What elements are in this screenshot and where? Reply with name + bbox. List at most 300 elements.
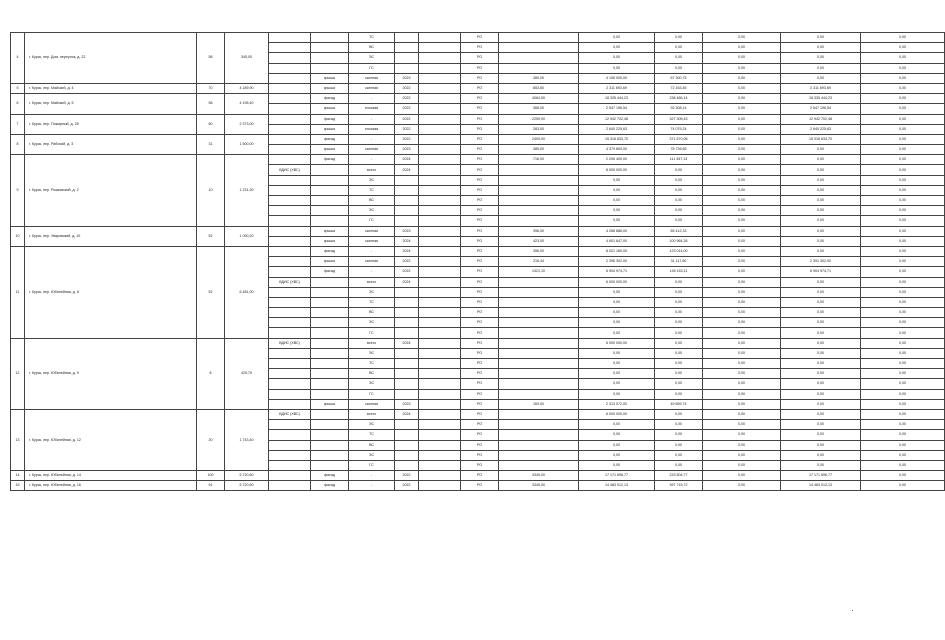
table-row	[11, 409, 945, 419]
table-cell	[499, 440, 579, 450]
table-cell: 0,00	[861, 297, 945, 307]
table-cell: ГС	[349, 389, 395, 399]
table-cell	[419, 338, 461, 348]
table-cell: 0,00	[579, 287, 655, 297]
table-cell: РО	[461, 216, 499, 226]
table-cell: 0,00	[781, 216, 861, 226]
table-cell: 0,00	[861, 420, 945, 430]
table-cell: 0,00	[861, 450, 945, 460]
table-cell: РО	[461, 430, 499, 440]
table-cell	[269, 389, 311, 399]
table-cell: 18 335 444,23	[579, 94, 655, 104]
row-number: 14	[11, 471, 25, 481]
table-cell	[395, 440, 419, 450]
table-cell: 17 171 696,77	[781, 471, 861, 481]
table-cell: 0,00	[861, 236, 945, 246]
table-cell	[499, 277, 579, 287]
table-cell: 0,00	[861, 267, 945, 277]
table-cell	[395, 450, 419, 460]
table-cell: 0,00	[655, 53, 703, 63]
table-cell: ЭС	[349, 287, 395, 297]
table-cell: 2 640 225,63	[781, 124, 861, 134]
table-cell: 0,00	[861, 379, 945, 389]
table-cell: 0,00	[861, 104, 945, 114]
table-cell: 8 021 160,00	[579, 246, 655, 256]
table-cell: РО	[461, 246, 499, 256]
table-cell: 371 670,06	[655, 134, 703, 144]
table-cell: 0,00	[861, 440, 945, 450]
table-cell: -	[349, 267, 395, 277]
table-cell	[269, 114, 311, 124]
table-cell: 31 117,80	[655, 257, 703, 267]
table-cell	[269, 471, 311, 481]
table-cell: РО	[461, 420, 499, 430]
table-cell: -	[349, 155, 395, 165]
table-cell: 0,00	[781, 63, 861, 73]
table-cell: 2022	[395, 83, 419, 93]
table-cell: 2022	[395, 134, 419, 144]
table-cell: ЭС	[349, 318, 395, 328]
table-cell: 2023	[395, 226, 419, 236]
table-cell: 0,00	[703, 369, 781, 379]
table-cell: 283,00	[499, 124, 579, 134]
table-cell: 423,00	[499, 236, 579, 246]
row-number: 9	[11, 155, 25, 226]
table-cell: РО	[461, 206, 499, 216]
table-cell: 0,00	[861, 175, 945, 185]
table-cell: 0,00	[703, 73, 781, 83]
table-cell: 0,00	[781, 369, 861, 379]
table-cell	[395, 297, 419, 307]
row-number: 12	[11, 338, 25, 409]
table-cell: всего	[349, 165, 395, 175]
row-number: 13	[11, 409, 25, 470]
table-cell	[395, 216, 419, 226]
table-cell	[499, 359, 579, 369]
table-cell: 0,00	[861, 114, 945, 124]
table-cell: 853,60	[499, 83, 579, 93]
table-cell	[269, 226, 311, 236]
table-cell: 0,00	[781, 308, 861, 318]
table-cell	[395, 175, 419, 185]
table-cell: РО	[461, 440, 499, 450]
table-cell: 0,00	[861, 226, 945, 236]
floors-cell: 91	[197, 481, 225, 491]
table-cell: 0,00	[579, 369, 655, 379]
table-cell: 0,00	[655, 318, 703, 328]
area-cell: 345,00	[225, 33, 269, 84]
table-cell: 0,00	[655, 33, 703, 43]
table-cell: 0,00	[781, 165, 861, 175]
table-cell	[269, 216, 311, 226]
table-cell: ЭС	[349, 420, 395, 430]
table-cell	[311, 277, 349, 287]
table-cell: 0,00	[655, 359, 703, 369]
table-cell	[395, 389, 419, 399]
table-cell	[395, 196, 419, 206]
table-cell	[311, 409, 349, 419]
table-cell: РО	[461, 73, 499, 83]
table-cell	[419, 257, 461, 267]
table-cell: 100 964,26	[655, 236, 703, 246]
table-cell: 0,00	[781, 328, 861, 338]
table-cell: 4 106 000,00	[579, 73, 655, 83]
address-cell: г. Курск, пер. Юбилейная, д. 8	[25, 246, 197, 338]
table-cell	[269, 104, 311, 114]
table-cell: 6 000 000,00	[579, 338, 655, 348]
table-cell: 2 547 196,54	[781, 104, 861, 114]
table-cell: 0,00	[579, 63, 655, 73]
table-cell: 0,00	[861, 83, 945, 93]
table-cell: 1321,10	[499, 267, 579, 277]
table-cell: РО	[461, 63, 499, 73]
table-cell	[419, 348, 461, 358]
table-cell: 0,00	[781, 440, 861, 450]
table-cell: РО	[461, 297, 499, 307]
table-cell: 12 942 702,48	[781, 114, 861, 124]
table-cell: 6 904 974,71	[579, 267, 655, 277]
table-cell: РО	[461, 257, 499, 267]
table-cell: 0,00	[703, 196, 781, 206]
area-cell: 1 500,00	[225, 134, 269, 154]
table-cell: 0,00	[703, 155, 781, 165]
table-cell	[311, 185, 349, 195]
floors-cell: 31	[197, 134, 225, 154]
table-cell: плоская	[349, 104, 395, 114]
table-cell	[419, 430, 461, 440]
table-cell: РО	[461, 318, 499, 328]
table-cell: 0,00	[655, 338, 703, 348]
table-cell: РО	[461, 165, 499, 175]
table-cell: 2022	[395, 481, 419, 491]
table-cell	[499, 348, 579, 358]
table-cell	[419, 155, 461, 165]
table-cell: 0,00	[781, 206, 861, 216]
table-cell: всего	[349, 277, 395, 287]
table-cell	[269, 134, 311, 144]
table-cell: 0,00	[861, 53, 945, 63]
table-cell: крыша	[311, 73, 349, 83]
table-cell: 0,00	[703, 409, 781, 419]
table-cell: 0,00	[655, 440, 703, 450]
table-cell	[269, 450, 311, 460]
table-cell	[499, 308, 579, 318]
table-cell	[395, 369, 419, 379]
table-cell: 2 206 400,00	[579, 155, 655, 165]
table-cell: скатная	[349, 399, 395, 409]
table-cell: крыша	[311, 399, 349, 409]
area-cell: 1 743,40	[225, 409, 269, 470]
table-cell: 0,00	[579, 348, 655, 358]
table-cell: РО	[461, 348, 499, 358]
table-cell: 0,00	[579, 318, 655, 328]
table-cell: РО	[461, 155, 499, 165]
table-cell: фасад	[311, 155, 349, 165]
table-cell: 78 726,65	[655, 145, 703, 155]
table-cell: 0,00	[703, 338, 781, 348]
table-cell: 216,44	[499, 257, 579, 267]
table-cell: 2 311 693,69	[781, 83, 861, 93]
table-cell	[499, 369, 579, 379]
table-cell: 2022	[395, 124, 419, 134]
table-cell	[269, 297, 311, 307]
table-cell: крыша	[311, 104, 349, 114]
table-cell	[269, 73, 311, 83]
table-cell: ГС	[349, 63, 395, 73]
table-cell: РО	[461, 338, 499, 348]
table-cell: 0,00	[655, 277, 703, 287]
table-cell: РО	[461, 399, 499, 409]
table-cell: 0,00	[861, 308, 945, 318]
table-row	[11, 481, 945, 491]
table-cell	[311, 440, 349, 450]
table-cell: 0,00	[781, 226, 861, 236]
table-cell: 4 379 800,00	[579, 145, 655, 155]
table-cell: 0,00	[861, 134, 945, 144]
table-cell: крыша	[311, 124, 349, 134]
table-cell	[499, 63, 579, 73]
table-cell: 0,00	[861, 124, 945, 134]
table-cell: ТС	[349, 297, 395, 307]
table-cell: 0,00	[703, 481, 781, 491]
table-cell: фасад	[311, 267, 349, 277]
table-cell: 2022	[395, 114, 419, 124]
table-cell	[269, 440, 311, 450]
table-cell	[269, 267, 311, 277]
table-cell	[311, 63, 349, 73]
table-cell	[311, 318, 349, 328]
table-cell	[419, 277, 461, 287]
table-cell	[311, 53, 349, 63]
table-cell: 0,00	[861, 196, 945, 206]
table-cell	[499, 196, 579, 206]
table-cell: 0,00	[861, 33, 945, 43]
table-cell: 0,00	[781, 196, 861, 206]
table-cell: всего	[349, 338, 395, 348]
table-cell	[419, 145, 461, 155]
table-cell: РО	[461, 409, 499, 419]
table-cell	[395, 359, 419, 369]
table-cell: 0,00	[703, 267, 781, 277]
table-row	[11, 94, 945, 104]
table-cell: скатная	[349, 145, 395, 155]
table-cell: скатная	[349, 236, 395, 246]
table-cell: 15 316 633,70	[781, 134, 861, 144]
row-number: 8	[11, 134, 25, 154]
table-cell	[395, 318, 419, 328]
table-cell: РО	[461, 104, 499, 114]
table-cell	[419, 481, 461, 491]
table-cell: 0,00	[579, 196, 655, 206]
table-cell: 0,00	[703, 277, 781, 287]
table-cell: РО	[461, 53, 499, 63]
table-cell: 0,00	[703, 53, 781, 63]
table-cell: 0,00	[703, 236, 781, 246]
table-cell: 3345,00	[499, 471, 579, 481]
table-cell: 0,00	[703, 43, 781, 53]
table-cell: ТС	[349, 185, 395, 195]
area-cell: 5 720,60	[225, 471, 269, 481]
table-cell: 2 547 196,54	[579, 104, 655, 114]
table-cell: 0,00	[861, 348, 945, 358]
table-row	[11, 226, 945, 236]
table-cell	[395, 420, 419, 430]
table-cell: 0,00	[703, 348, 781, 358]
table-cell: 0,00	[861, 145, 945, 155]
table-cell	[419, 83, 461, 93]
table-cell	[499, 43, 579, 53]
table-cell: 0,00	[703, 359, 781, 369]
table-cell: РО	[461, 471, 499, 481]
address-cell: г. Курск, пер. Уваровский, д. 10	[25, 226, 197, 246]
table-cell: РО	[461, 460, 499, 470]
table-cell: РО	[461, 267, 499, 277]
table-cell: 0,00	[703, 206, 781, 216]
table-cell: 0,00	[781, 379, 861, 389]
table-cell	[311, 359, 349, 369]
table-cell	[419, 440, 461, 450]
table-cell: 4 601 647,00	[579, 236, 655, 246]
area-cell: 1 090,20	[225, 226, 269, 246]
table-cell	[419, 287, 461, 297]
table-cell	[499, 379, 579, 389]
table-cell: 0,00	[861, 155, 945, 165]
table-cell: 0,00	[655, 369, 703, 379]
table-cell: всего	[349, 409, 395, 419]
table-cell: 0,00	[655, 328, 703, 338]
table-cell: 0,00	[703, 450, 781, 460]
table-cell	[269, 369, 311, 379]
table-cell	[419, 328, 461, 338]
table-cell: РО	[461, 185, 499, 195]
table-cell	[419, 308, 461, 318]
table-cell: 0,00	[703, 83, 781, 93]
table-cell: ВДИС (ХВС)	[269, 277, 311, 287]
table-cell: 0,00	[781, 277, 861, 287]
table-cell: 0,00	[579, 43, 655, 53]
table-cell: 356,00	[499, 246, 579, 256]
table-cell: ЭС	[349, 348, 395, 358]
table-cell	[269, 420, 311, 430]
table-row	[11, 471, 945, 481]
table-cell	[419, 216, 461, 226]
table-row	[11, 246, 945, 256]
table-cell	[269, 155, 311, 165]
table-cell: 8 000 000,00	[579, 165, 655, 175]
area-cell: 5 720,50	[225, 481, 269, 491]
table-cell	[499, 460, 579, 470]
table-cell: ТС	[349, 33, 395, 43]
table-cell	[419, 63, 461, 73]
table-cell: РО	[461, 236, 499, 246]
table-cell: фасад	[311, 134, 349, 144]
table-cell: 72 163,45	[655, 83, 703, 93]
table-cell: ГС	[349, 216, 395, 226]
table-cell: 0,00	[703, 246, 781, 256]
table-cell: 0,00	[579, 389, 655, 399]
table-cell	[311, 196, 349, 206]
table-cell: 0,00	[655, 216, 703, 226]
table-cell: 0,00	[703, 399, 781, 409]
table-cell: крыша	[311, 236, 349, 246]
table-cell: 0,00	[703, 328, 781, 338]
address-cell: г. Курск, пер. Рабочий, д. 3	[25, 134, 197, 154]
table-cell: 123 014,00	[655, 246, 703, 256]
table-cell	[499, 185, 579, 195]
table-cell: 380,00	[499, 73, 579, 83]
table-cell	[269, 33, 311, 43]
table-cell	[311, 175, 349, 185]
table-cell: 0,00	[781, 409, 861, 419]
table-cell: 0,00	[655, 175, 703, 185]
floors-cell: 10	[197, 155, 225, 226]
table-cell: 0,00	[703, 94, 781, 104]
table-cell	[499, 206, 579, 216]
table-cell: 0,00	[861, 287, 945, 297]
table-cell	[395, 33, 419, 43]
table-cell: 0,00	[579, 308, 655, 318]
table-cell: 368,00	[499, 104, 579, 114]
table-cell: ВДИС (ХВС)	[269, 338, 311, 348]
table-cell: 0,00	[861, 389, 945, 399]
table-cell: 0,00	[655, 430, 703, 440]
scan-speck	[852, 610, 853, 611]
table-cell: 0,00	[781, 73, 861, 83]
table-cell	[419, 471, 461, 481]
table-cell: 2 391 302,00	[781, 257, 861, 267]
table-cell	[499, 409, 579, 419]
table-cell	[419, 460, 461, 470]
table-cell	[499, 175, 579, 185]
table-cell	[311, 33, 349, 43]
table-cell: 0,00	[781, 450, 861, 460]
table-cell	[311, 328, 349, 338]
table-cell: 0,00	[861, 328, 945, 338]
row-number: 11	[11, 246, 25, 338]
table-cell	[419, 196, 461, 206]
table-cell: РО	[461, 328, 499, 338]
table-cell: 67 300,75	[655, 73, 703, 83]
table-cell: 0,00	[703, 33, 781, 43]
table-cell: 0,00	[703, 297, 781, 307]
table-cell: 0,00	[781, 359, 861, 369]
table-cell: ЭС	[349, 53, 395, 63]
table-cell: 0,00	[655, 420, 703, 430]
table-cell: ЭС	[349, 206, 395, 216]
table-cell	[311, 43, 349, 53]
table-cell	[311, 348, 349, 358]
table-cell: 12 942 702,48	[579, 114, 655, 124]
area-cell: 4 195,40	[225, 94, 269, 114]
table-cell: 15 316 633,70	[579, 134, 655, 144]
table-cell	[269, 206, 311, 216]
table-cell: 327 305,43	[655, 114, 703, 124]
area-cell: 1 231,30	[225, 155, 269, 226]
table-cell	[269, 124, 311, 134]
table-cell: 0,00	[861, 399, 945, 409]
table-cell: 0,00	[655, 196, 703, 206]
table-cell: 238 466,14	[655, 94, 703, 104]
table-cell: 0,00	[703, 440, 781, 450]
table-cell: ЭС	[349, 379, 395, 389]
row-number: 4	[11, 33, 25, 84]
table-cell	[311, 430, 349, 440]
table-cell: ТС	[349, 359, 395, 369]
table-cell: крыша	[311, 226, 349, 236]
table-cell: ВС	[349, 196, 395, 206]
table-cell: 0,00	[579, 440, 655, 450]
table-cell: 716,00	[499, 155, 579, 165]
